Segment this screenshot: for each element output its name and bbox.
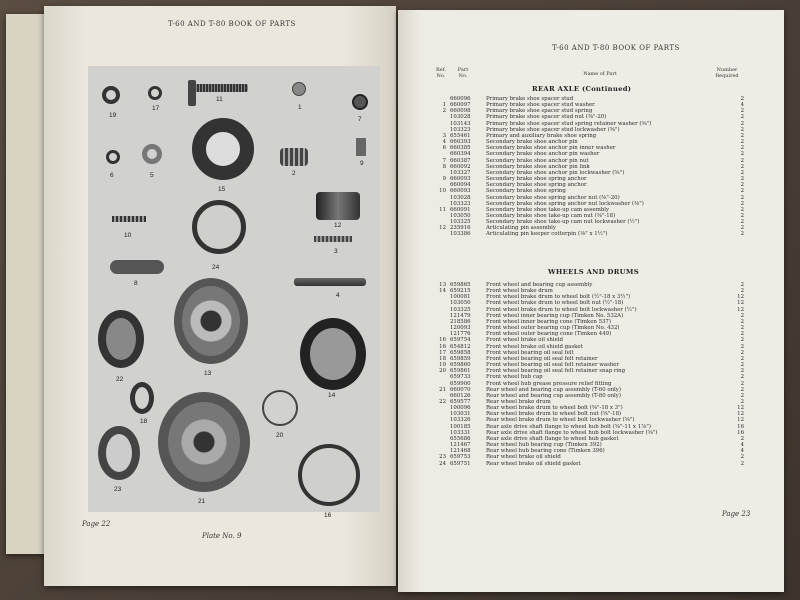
part-number: 659754 <box>450 337 471 344</box>
table-row <box>432 231 744 237</box>
stud-4 <box>294 278 366 286</box>
part-number: 660092 <box>450 163 471 170</box>
anchor-pin-12 <box>316 192 360 220</box>
label-15: 15 <box>218 186 226 193</box>
number-required: 2 <box>740 398 744 405</box>
part-name: Secondary brake shoe anchor pin <box>486 139 578 146</box>
part-name: Rear wheel hub bearing cup (Timken 392) <box>486 442 602 449</box>
label-24: 24 <box>212 264 220 271</box>
part-name: Secondary brake shoe anchor pin washer <box>486 151 600 158</box>
left-page-number: Page 22 <box>82 520 111 528</box>
number-required: 2 <box>740 132 744 139</box>
part-name: Articulating pin keeper cotterpin (⅛" x 1½") <box>486 231 608 238</box>
washer-6 <box>106 150 120 164</box>
part-number: 659861 <box>450 368 471 375</box>
part-name: Front wheel brake drum <box>486 288 553 295</box>
part-number: 103031 <box>450 411 471 418</box>
part-number: 103323 <box>450 126 471 133</box>
part-name: Secondary brake shoe take-up cam assembly <box>486 206 610 213</box>
number-required: 2 <box>740 374 744 381</box>
part-name: Front wheel hub grease pressure relief fitting <box>486 380 612 387</box>
part-name: Rear axle drive shaft flange to wheel hub bolt lockwasher (⅝") <box>486 429 658 436</box>
part-number: 655461 <box>450 132 471 139</box>
part-name: Front wheel outer bearing cup (Timken No. 432) <box>486 325 620 332</box>
ref-number: 24 <box>439 460 446 467</box>
part-name: Front wheel bearing oil seal felt retainer washer <box>486 362 620 369</box>
ref-number: 11 <box>439 206 446 213</box>
label-22: 22 <box>116 376 124 383</box>
part-number: 103327 <box>450 169 471 176</box>
number-required: 2 <box>740 151 744 158</box>
column-header-name: Name of Part <box>583 71 617 77</box>
part-number: 660393 <box>450 139 471 146</box>
number-required: 2 <box>740 163 744 170</box>
ref-number: 6 <box>442 145 446 152</box>
rear-axle-parts-table <box>432 96 744 238</box>
number-required: 2 <box>740 343 744 350</box>
column-header-ref: Ref. No. <box>436 67 446 79</box>
nut-7 <box>352 94 368 110</box>
part-name: Rear wheel brake oil shield gasket <box>486 460 581 467</box>
ref-number: 20 <box>439 368 446 375</box>
number-required: 4 <box>740 448 744 455</box>
label-9: 9 <box>360 160 364 167</box>
gasket-24 <box>192 200 246 254</box>
part-name: Secondary brake shoe spring anchor <box>486 176 587 183</box>
part-name: Front wheel brake oil shield gasket <box>486 343 583 350</box>
ref-number: 10 <box>439 188 446 195</box>
part-name: Rear wheel hub bearing cone (Timken 396) <box>486 448 605 455</box>
label-17: 17 <box>152 105 160 112</box>
part-number: 120093 <box>450 325 471 332</box>
part-number: 659751 <box>450 460 471 467</box>
number-required: 2 <box>740 139 744 146</box>
label-19: 19 <box>109 112 117 119</box>
part-number: 659859 <box>450 355 471 362</box>
part-number: 660098 <box>450 108 471 115</box>
part-number: 659865 <box>450 282 471 288</box>
label-16: 16 <box>324 512 332 519</box>
label-11: 11 <box>216 96 223 103</box>
part-number: 660094 <box>450 182 471 189</box>
number-required: 2 <box>740 318 744 325</box>
part-name: Secondary brake shoe take-up cam nut (⅜"-18) <box>486 212 616 219</box>
part-number: 659733 <box>450 374 471 381</box>
gasket-16 <box>298 444 360 506</box>
label-20: 20 <box>276 432 284 439</box>
label-10: 10 <box>124 232 132 239</box>
ref-number: 14 <box>439 288 446 295</box>
spring-3 <box>314 236 352 242</box>
spring-2 <box>280 148 308 166</box>
brake-drum-22 <box>98 310 144 368</box>
part-number: 659900 <box>450 380 471 387</box>
part-number: 121468 <box>450 448 471 455</box>
part-name: Front wheel bearing oil seal felt retainer <box>486 355 598 362</box>
number-required: 2 <box>740 200 744 207</box>
number-required: 16 <box>737 429 744 436</box>
number-required: 2 <box>740 231 744 238</box>
washer-5 <box>142 144 162 164</box>
part-name: Rear wheel brake oil shield <box>486 454 561 461</box>
number-required: 2 <box>740 380 744 387</box>
part-name: Primary brake shoe spacer stud lockwasher (⅜") <box>486 126 620 133</box>
rear-wheel-21 <box>158 392 250 492</box>
anchor-9 <box>356 138 366 156</box>
number-required: 2 <box>740 460 744 467</box>
part-number: 235916 <box>450 225 471 232</box>
label-8: 8 <box>134 280 138 287</box>
spring-10 <box>112 216 146 222</box>
part-name: Secondary brake shoe anchor pin link <box>486 163 590 170</box>
part-name: Secondary brake shoe spring <box>486 188 566 195</box>
section-wheels-and-drums: WHEELS AND DRUMS <box>548 268 639 276</box>
number-required: 4 <box>740 102 744 109</box>
label-7: 7 <box>358 116 362 123</box>
part-number: 655686 <box>450 435 471 442</box>
ref-number: 1 <box>442 102 446 109</box>
part-name: Front wheel brake drum to wheel bolt nut (½"-18) <box>486 300 624 307</box>
part-number: 218586 <box>450 318 471 325</box>
number-required: 2 <box>740 194 744 201</box>
ref-number: 13 <box>439 282 446 288</box>
part-name: Front wheel brake oil shield <box>486 337 563 344</box>
part-number: 121479 <box>450 312 471 319</box>
part-number: 660385 <box>450 145 471 152</box>
part-name: Primary brake shoe spacer stud spring retainer washer (⅜") <box>486 120 652 127</box>
part-name: Front wheel and bearing cup assembly <box>486 282 593 288</box>
part-number: 103325 <box>450 306 471 313</box>
part-number: 100096 <box>450 405 471 412</box>
part-name: Rear wheel and bearing cup assembly (T-80 only) <box>486 392 621 399</box>
washer-1 <box>292 82 306 96</box>
number-required: 2 <box>740 219 744 226</box>
oil-shield-23 <box>98 426 140 480</box>
part-name: Secondary brake shoe spring anchor nut (⅜"-20) <box>486 194 620 201</box>
part-number: 660387 <box>450 157 471 164</box>
ref-number: 7 <box>442 157 446 164</box>
number-required: 2 <box>740 157 744 164</box>
label-21: 21 <box>198 498 206 505</box>
number-required: 16 <box>737 423 744 430</box>
label-4: 4 <box>336 292 340 299</box>
take-up-cam-head <box>188 80 196 106</box>
number-required: 2 <box>740 188 744 195</box>
ref-number: 4 <box>442 139 446 146</box>
ref-number: 12 <box>439 225 446 232</box>
left-page-header: T-60 AND T-80 BOOK OF PARTS <box>168 20 296 28</box>
part-number: 659577 <box>450 398 471 405</box>
number-required: 12 <box>737 417 744 424</box>
number-required: 2 <box>740 206 744 213</box>
wheels-drums-parts-table <box>432 282 744 467</box>
part-number: 103331 <box>450 429 471 436</box>
part-number: 103028 <box>450 114 471 121</box>
part-number: 103386 <box>450 231 471 238</box>
part-name: Primary brake shoe spacer stud washer <box>486 102 595 109</box>
part-number: 103050 <box>450 300 471 307</box>
part-name: Primary and auxiliary brake shoe spring <box>486 132 597 139</box>
label-14: 14 <box>328 392 336 399</box>
part-name: Secondary brake shoe anchor pin nut <box>486 157 589 164</box>
retainer-18 <box>130 382 154 414</box>
table-row <box>432 461 744 467</box>
part-name: Articulating pin assembly <box>486 225 556 232</box>
number-required: 12 <box>737 300 744 307</box>
part-number: 659860 <box>450 362 471 369</box>
part-name: Rear wheel brake drum to wheel bolt (⅝"-18 x 3") <box>486 405 623 412</box>
part-name: Front wheel brake drum to wheel bolt lockwasher (½") <box>486 306 637 313</box>
part-number: 660126 <box>450 392 471 399</box>
label-12: 12 <box>334 222 342 229</box>
ref-number: 16 <box>439 337 446 344</box>
number-required: 2 <box>740 96 744 102</box>
right-page-number: Page 23 <box>722 510 751 518</box>
ref-number: 2 <box>442 108 446 115</box>
ref-number: 23 <box>439 454 446 461</box>
part-name: Rear wheel brake drum to wheel bolt nut (⅝"-18) <box>486 411 622 418</box>
part-name: Rear axle drive shaft flange to wheel hub bolt (⅝"-11 x 1⅞") <box>486 423 651 430</box>
part-number: 659215 <box>450 288 471 295</box>
label-18: 18 <box>140 418 148 425</box>
part-number: 103028 <box>450 194 471 201</box>
ref-number: 22 <box>439 398 446 405</box>
label-3: 3 <box>334 248 338 255</box>
part-number: 103325 <box>450 219 471 226</box>
number-required: 2 <box>740 337 744 344</box>
ref-number: 21 <box>439 386 446 393</box>
number-required: 2 <box>740 392 744 399</box>
number-required: 2 <box>740 331 744 338</box>
part-name: Front wheel bearing oil seal felt <box>486 349 574 356</box>
brake-drum-14 <box>300 318 366 390</box>
number-required: 2 <box>740 212 744 219</box>
part-name: Primary brake shoe spacer stud spring <box>486 108 593 115</box>
number-required: 12 <box>737 306 744 313</box>
part-name: Secondary brake shoe spring anchor <box>486 182 587 189</box>
ref-number: 3 <box>442 132 446 139</box>
number-required: 2 <box>740 386 744 393</box>
number-required: 2 <box>740 312 744 319</box>
part-name: Front wheel hub cap <box>486 374 543 381</box>
part-number: 103050 <box>450 212 471 219</box>
column-header-part: Part No. <box>457 67 469 79</box>
ref-number: 17 <box>439 349 446 356</box>
number-required: 2 <box>740 176 744 183</box>
part-name: Front wheel brake drum to wheel bolt (½"-18 x 3½") <box>486 294 631 301</box>
part-name: Rear wheel and bearing cup assembly (T-60 only) <box>486 386 621 393</box>
number-required: 12 <box>737 405 744 412</box>
part-number: 660096 <box>450 96 471 102</box>
number-required: 2 <box>740 169 744 176</box>
number-required: 2 <box>740 120 744 127</box>
felt-17 <box>148 86 162 100</box>
part-number: 660394 <box>450 151 471 158</box>
label-2: 2 <box>292 170 296 177</box>
number-required: 2 <box>740 368 744 375</box>
ref-number: 19 <box>439 362 446 369</box>
number-required: 2 <box>740 182 744 189</box>
plate-number: Plate No. 9 <box>202 532 242 540</box>
part-number: 660070 <box>450 386 471 393</box>
snap-ring-20 <box>262 390 298 426</box>
number-required: 2 <box>740 435 744 442</box>
ref-number: 18 <box>439 355 446 362</box>
part-name: Rear wheel brake drum to wheel bolt lockwasher (⅝") <box>486 417 635 424</box>
right-page-header: T-60 AND T-80 BOOK OF PARTS <box>552 44 680 52</box>
oil-shield-15 <box>192 118 254 180</box>
part-number: 660093 <box>450 188 471 195</box>
part-number: 100081 <box>450 294 471 301</box>
number-required: 12 <box>737 411 744 418</box>
label-1: 1 <box>298 104 302 111</box>
part-number: 121776 <box>450 331 471 338</box>
part-name: Front wheel inner bearing cup (Timken No. 532A) <box>486 312 624 319</box>
part-name: Primary brake shoe spacer stud <box>486 96 574 102</box>
label-6: 6 <box>110 172 114 179</box>
part-name: Rear axle drive shaft flange to wheel hub gasket <box>486 435 619 442</box>
part-number: 121467 <box>450 442 471 449</box>
part-number: 103323 <box>450 200 471 207</box>
front-wheel-13 <box>174 278 248 364</box>
number-required: 2 <box>740 225 744 232</box>
ref-number: 16 <box>439 343 446 350</box>
part-number: 660091 <box>450 206 471 213</box>
number-required: 2 <box>740 288 744 295</box>
take-up-cam-11 <box>188 84 248 92</box>
label-23: 23 <box>114 486 122 493</box>
part-name: Secondary brake shoe spring anchor nut lockwasher (⅜") <box>486 200 644 207</box>
label-5: 5 <box>150 172 154 179</box>
link-8 <box>110 260 164 274</box>
ref-number: 9 <box>442 176 446 183</box>
part-name: Front wheel inner bearing cone (Timken 537) <box>486 318 611 325</box>
retainer-washer-19 <box>102 86 120 104</box>
ref-number: 8 <box>442 163 446 170</box>
part-number: 654812 <box>450 343 471 350</box>
part-name: Secondary brake shoe take-up cam nut lockwasher (½") <box>486 219 640 226</box>
number-required: 2 <box>740 349 744 356</box>
part-number: 660097 <box>450 102 471 109</box>
number-required: 12 <box>737 294 744 301</box>
number-required: 2 <box>740 325 744 332</box>
part-name: Secondary brake shoe anchor pin lockwasher (⅝") <box>486 169 625 176</box>
part-number: 103143 <box>450 120 471 127</box>
number-required: 2 <box>740 114 744 121</box>
part-number: 100185 <box>450 423 471 430</box>
number-required: 2 <box>740 355 744 362</box>
part-name: Secondary brake shoe anchor pin inner washer <box>486 145 616 152</box>
column-header-required: Number Required <box>715 67 739 79</box>
number-required: 2 <box>740 454 744 461</box>
part-name: Rear wheel brake drum <box>486 398 551 405</box>
part-name: Front wheel outer bearing cone (Timken 449) <box>486 331 612 338</box>
section-rear-axle: REAR AXLE (Continued) <box>532 85 632 93</box>
number-required: 2 <box>740 145 744 152</box>
part-number: 660093 <box>450 176 471 183</box>
part-number: 659753 <box>450 454 471 461</box>
number-required: 2 <box>740 126 744 133</box>
number-required: 2 <box>740 108 744 115</box>
part-number: 103326 <box>450 417 471 424</box>
number-required: 2 <box>740 362 744 369</box>
number-required: 4 <box>740 442 744 449</box>
number-required: 2 <box>740 282 744 288</box>
part-name: Front wheel bearing oil seal felt retainer snap ring <box>486 368 626 375</box>
part-number: 659858 <box>450 349 471 356</box>
label-13: 13 <box>204 370 212 377</box>
ref-number <box>432 231 450 237</box>
part-name: Primary brake shoe spacer stud nut (⅜"-20) <box>486 114 607 121</box>
